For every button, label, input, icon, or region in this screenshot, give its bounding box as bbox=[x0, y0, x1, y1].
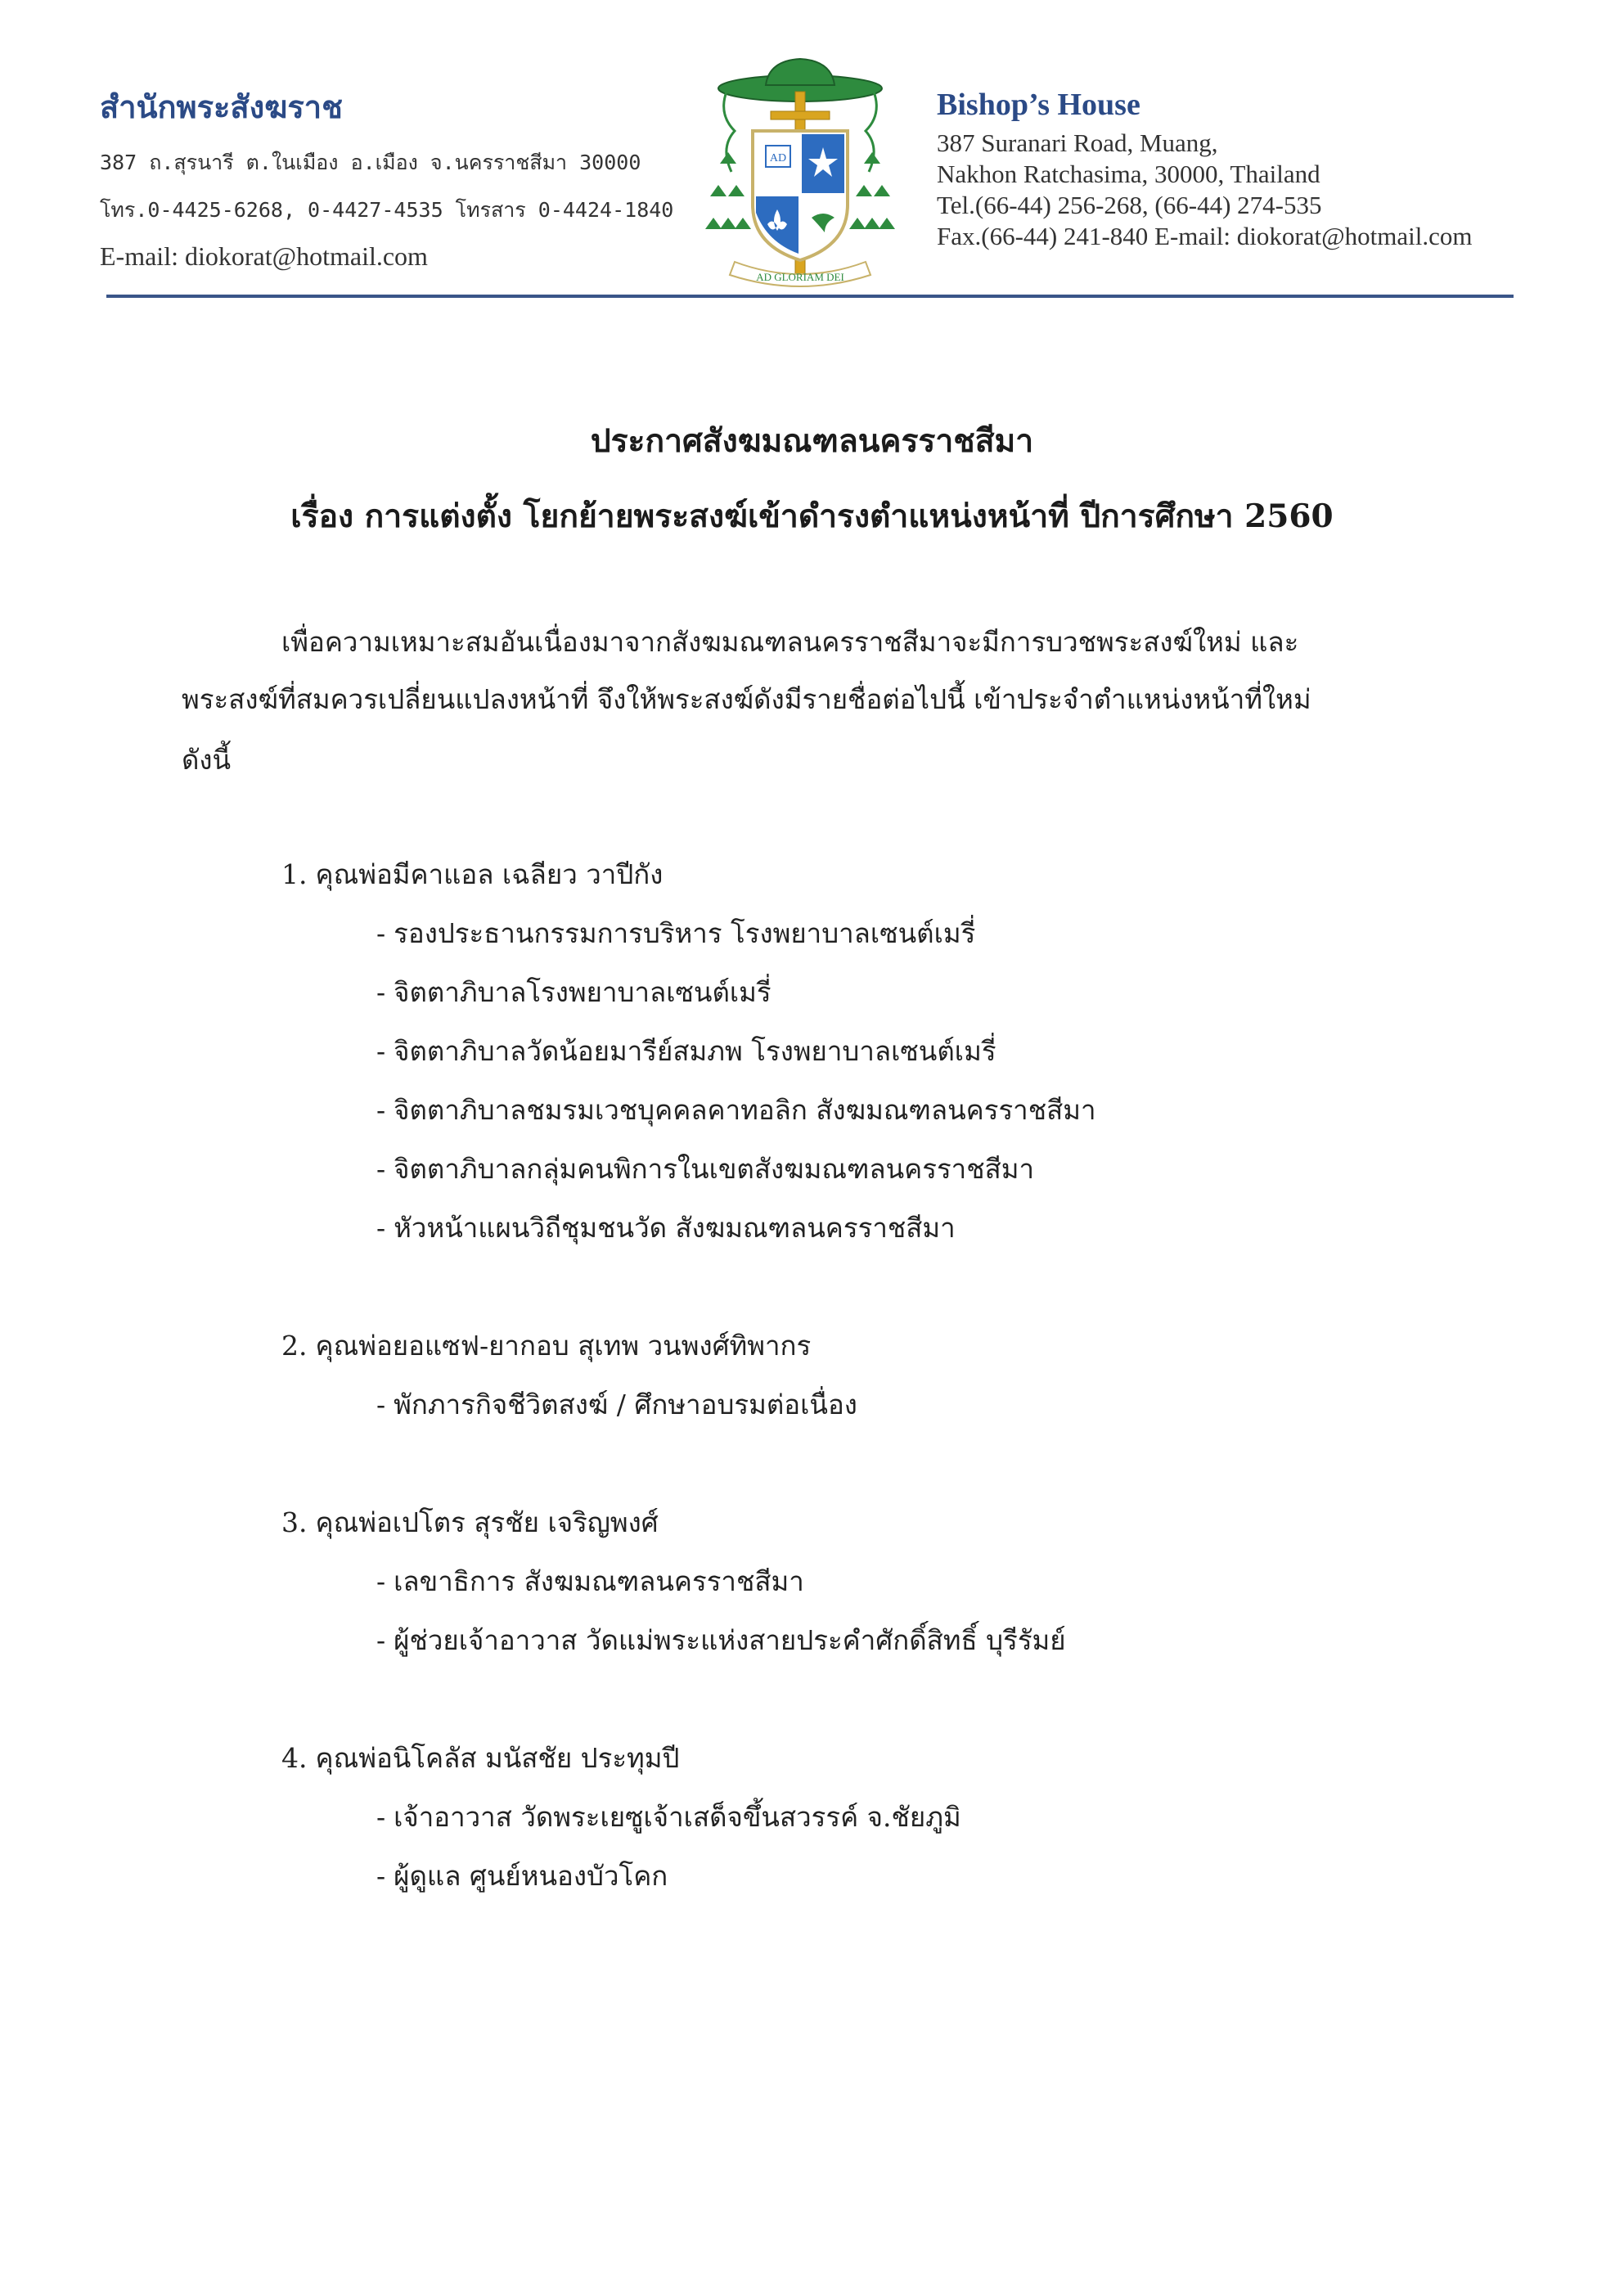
thai-email: E-mail: diokorat@hotmail.com bbox=[100, 241, 428, 271]
appointment-number: 4. bbox=[281, 1742, 308, 1774]
duty-item: - รองประธานกรรมการบริหาร โรงพยาบาลเซนต์เมรี่ bbox=[376, 917, 976, 949]
letterhead-english bbox=[937, 87, 1559, 252]
appointment-number: 1. bbox=[281, 858, 308, 890]
duty-item: - พักภารกิจชีวิตสงฆ์ / ศึกษาอบรมต่อเนื่อง bbox=[376, 1389, 857, 1420]
duty-item: - เจ้าอาวาส วัดพระเยซูเจ้าเสด็จขึ้นสวรรค์ จ.ชัยภูมิ bbox=[376, 1801, 961, 1833]
intro-line-1: เพื่อความเหมาะสมอันเนื่องมาจากสังฆมณฑลนครราชสีมาจะมีการบวชพระสงฆ์ใหม่ และ bbox=[281, 626, 1299, 658]
duty-item: - ผู้ดูแล ศูนย์หนองบัวโคก bbox=[376, 1860, 668, 1892]
announcement-title: ประกาศสังฆมณฑลนครราชสีมา bbox=[590, 422, 1034, 460]
duty-item: - จิตตาภิบาลชมรมเวชบุคคลคาทอลิก สังฆมณฑลนครราชสีมา bbox=[376, 1094, 1096, 1126]
priest-name: คุณพ่อเปโตร สุรชัย เจริญพงศ์ bbox=[315, 1506, 659, 1538]
intro-line-2: พระสงฆ์ที่สมควรเปลี่ยนแปลงหน้าที่ จึงให้พระสงฆ์ดังมีรายชื่อต่อไปนี้ เข้าประจำตำแหน่งหน้าที่ใหม่ bbox=[182, 683, 1311, 715]
english-tel: Tel.(66-44) 256-268, (66-44) 274-535 bbox=[937, 191, 1322, 219]
priest-name: คุณพ่อมีคาแอล เฉลียว วาปีกัง bbox=[315, 858, 664, 890]
appointment-1-name bbox=[281, 853, 663, 896]
intro-line-3: ดังนี้ bbox=[182, 744, 232, 776]
thai-org-name: สำนักพระสังฆราช bbox=[100, 89, 343, 125]
duty-item: - จิตตาภิบาลโรงพยาบาลเซนต์เมรี่ bbox=[376, 976, 772, 1008]
duty-item: - ผู้ช่วยเจ้าอาวาส วัดแม่พระแห่งสายประคำศักดิ์สิทธิ์ บุรีรัมย์ bbox=[376, 1624, 1066, 1656]
thai-phone: โทร.0-4425-6268, 0-4427-4535 โทรสาร 0-4424-1840 bbox=[100, 198, 674, 222]
bishop-coat-of-arms-icon bbox=[702, 49, 898, 295]
priest-name: คุณพ่อนิโคลัส มนัสชัย ประทุมปี bbox=[315, 1742, 680, 1774]
announcement-subject: เรื่อง การแต่งตั้ง โยกย้ายพระสงฆ์เข้าดำรงตำแหน่งหน้าที่ ปีการศึกษา 2560 bbox=[290, 497, 1334, 535]
appointment-2-name bbox=[281, 1324, 811, 1367]
appointment-4-name bbox=[281, 1736, 680, 1780]
english-fax-email: Fax.(66-44) 241-840 E-mail: diokorat@hotmail.com bbox=[937, 222, 1473, 250]
thai-address: 387 ถ.สุรนารี ต.ในเมือง อ.เมือง จ.นครราชสีมา 30000 bbox=[100, 151, 641, 174]
duty-item: - จิตตาภิบาลกลุ่มคนพิการในเขตสังฆมณฑลนครราชสีมา bbox=[376, 1153, 1035, 1185]
header-divider bbox=[106, 295, 1514, 298]
crest-motto: AD GLORIAM DEI bbox=[756, 271, 844, 283]
appointment-3-name bbox=[281, 1501, 659, 1544]
letterhead-thai bbox=[100, 82, 722, 272]
duty-item: - จิตตาภิบาลวัดน้อยมารีย์สมภพ โรงพยาบาลเซนต์เมรี่ bbox=[376, 1035, 996, 1067]
duty-item: - เลขาธิการ สังฆมณฑลนครราชสีมา bbox=[376, 1565, 804, 1597]
duty-item: - หัวหน้าแผนวิถีชุมชนวัด สังฆมณฑลนครราชสีมา bbox=[376, 1212, 956, 1244]
english-address-line2: Nakhon Ratchasima, 30000, Thailand bbox=[937, 160, 1320, 188]
appointment-number: 2. bbox=[281, 1330, 308, 1362]
english-address-line1: 387 Suranari Road, Muang, bbox=[937, 128, 1218, 157]
english-org-name: Bishop’s House bbox=[937, 88, 1140, 122]
appointment-number: 3. bbox=[281, 1506, 308, 1538]
priest-name: คุณพ่อยอแซฟ-ยากอบ สุเทพ วนพงศ์ทิพากร bbox=[315, 1330, 812, 1362]
shield-monogram: AD bbox=[769, 152, 787, 164]
